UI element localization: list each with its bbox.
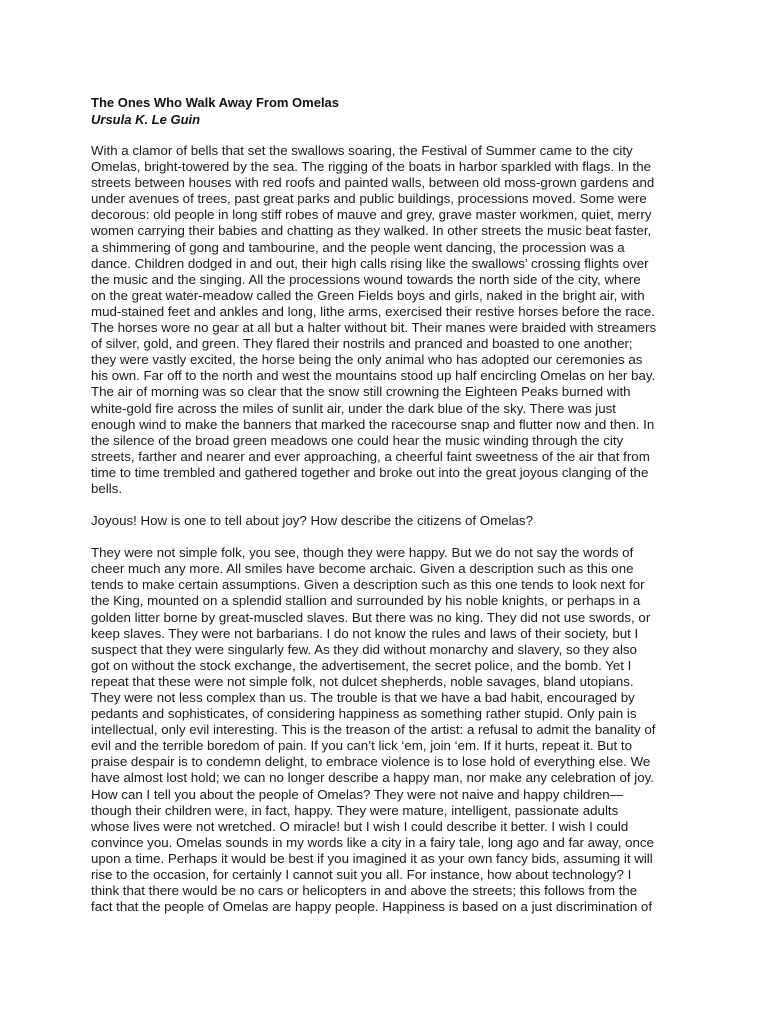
paragraph-line: Joyous! How is one to tell about joy? How describe the citizens of Omelas?	[91, 513, 533, 529]
paragraph-line: on the great water-meadow called the Green Fields boys and girls, naked in the bright air, with	[91, 287, 645, 303]
paragraph-line: mud-stained feet and ankles and long, lithe arms, exercised their restive horses before the race.	[91, 303, 655, 319]
paragraph-line: They were not simple folk, you see, though they were happy. But we do not say the words of	[91, 545, 634, 561]
document-title: The Ones Who Walk Away From Omelas	[91, 95, 340, 110]
paragraph-line: though their children were, in fact, happy. They were mature, intelligent, passionate adults	[91, 802, 619, 818]
paragraph-line: pedants and sophisticates, of considering happiness as something rather stupid. Only pain is	[91, 706, 637, 722]
paragraph-line: whose lives were not wretched. O miracle! but I wish I could describe it better. I wish I could	[91, 818, 629, 834]
paragraph-line: streets, farther and nearer and ever approaching, a cheerful faint sweetness of the air that from	[91, 448, 650, 464]
paragraph-line: enough wind to make the banners that marked the racecourse snap and flutter now and then. In	[91, 416, 655, 432]
paragraph-line: think that there would be no cars or helicopters in and above the streets; this follows from the	[91, 883, 638, 899]
paragraph-line: the silence of the broad green meadows one could hear the music winding through the city	[91, 432, 624, 448]
paragraph-line: have almost lost hold; we can no longer describe a happy man, nor make any celebration of joy.	[91, 770, 654, 786]
document-author: Ursula K. Le Guin	[91, 112, 201, 127]
body-paragraph	[91, 513, 768, 529]
paragraph-line: The air of morning was so clear that the snow still crowning the Eighteen Peaks burned with	[91, 384, 631, 400]
paragraph-line: How can I tell you about the people of Omelas? They were not naive and happy children—	[91, 786, 623, 802]
paragraph-line: white-gold fire across the miles of sunlit air, under the dark blue of the sky. There was just	[91, 400, 616, 416]
paragraph-line: keep slaves. They were not barbarians. I do not know the rules and laws of their society, but I	[91, 625, 639, 641]
paragraph-line: suspect that they were singularly few. As they did without monarchy and slavery, so they also	[91, 641, 637, 657]
paragraph-line: With a clamor of bells that set the swallows soaring, the Festival of Summer came to the city	[91, 143, 633, 158]
paragraph-line: They were not less complex than us. The trouble is that we have a bad habit, encouraged by	[91, 690, 635, 705]
paragraph-line: golden litter borne by great-muscled slaves. But there was no king. They did not use swords, or	[91, 609, 651, 625]
paragraph-line: the music and the singing. All the processions wound towards the north side of the city, where	[91, 271, 641, 287]
paragraph-line: decorous: old people in long stiff robes of mauve and grey, grave master workmen, quiet, merry	[91, 207, 652, 223]
paragraph-line: praise despair is to condemn delight, to embrace violence is to lose hold of everything else. We	[91, 754, 651, 770]
paragraph-line: streets between houses with red roofs and painted walls, between old moss-grown gardens and	[91, 175, 655, 191]
paragraph-line: The horses wore no gear at all but a halter without bit. Their manes were braided with streamers	[91, 320, 657, 336]
paragraph-line: his own. Far off to the north and west the mountains stood up half encircling Omelas on her bay.	[91, 368, 656, 384]
paragraph-line: rise to the occasion, for certainly I cannot suit you all. For instance, how about technology? I	[91, 867, 632, 883]
paragraph-line: dance. Children dodged in and out, their high calls rising like the swallows’ crossing flights over	[91, 255, 649, 271]
paragraph-line: upon a time. Perhaps it would be best if you imagined it as your own fancy bids, assuming it will	[91, 850, 653, 866]
body-paragraph	[91, 545, 768, 915]
paragraph-line: evil and the terrible boredom of pain. If you can’t lick ‘em, join ‘em. If it hurts, repeat it. But to	[91, 738, 632, 754]
paragraph-line: cheer much any more. All smiles have become archaic. Given a description such as this one	[91, 561, 634, 577]
paragraph-line: bells.	[91, 480, 123, 496]
paragraph-line: got on without the stock exchange, the advertisement, the secret police, and the bomb. Yet I	[91, 657, 632, 673]
paragraph-line: tends to make certain assumptions. Given a description such as this one tends to look next for	[91, 577, 645, 593]
paragraph-line: of silver, gold, and green. They flared their nostrils and pranced and boasted to one another;	[91, 336, 633, 352]
paragraph-line: the King, mounted on a splendid stallion and surrounded by his noble knights, or perhaps in a	[91, 593, 641, 609]
paragraph-line: fact that the people of Omelas are happy people. Happiness is based on a just discrimination of	[91, 899, 653, 915]
document-body	[91, 143, 768, 915]
body-paragraph	[91, 143, 768, 497]
paragraph-line: they were vastly excited, the horse being the only animal who has adopted our ceremonies as	[91, 352, 643, 368]
paragraph-line: a shimmering of gong and tambourine, and the people went dancing, the procession was a	[91, 239, 625, 255]
paragraph-line: convince you. Omelas sounds in my words like a city in a fairy tale, long ago and far away, once	[91, 834, 654, 850]
paragraph-line: under avenues of trees, past great parks and public buildings, processions moved. Some were	[91, 191, 647, 207]
paragraph-line: time to time trembled and gathered together and broke out into the great joyous clanging of the	[91, 464, 649, 480]
paragraph-line: Omelas, bright-towered by the sea. The rigging of the boats in harbor sparkled with flags. In the	[91, 159, 652, 175]
paragraph-line: repeat that these were not simple folk, not dulcet shepherds, noble savages, bland utopians.	[91, 673, 634, 689]
paragraph-line: women carrying their babies and chatting as they walked. In other streets the music beat faster,	[91, 223, 652, 239]
paragraph-line: intellectual, only evil interesting. This is the treason of the artist: a refusal to admit the banality of	[91, 722, 656, 738]
